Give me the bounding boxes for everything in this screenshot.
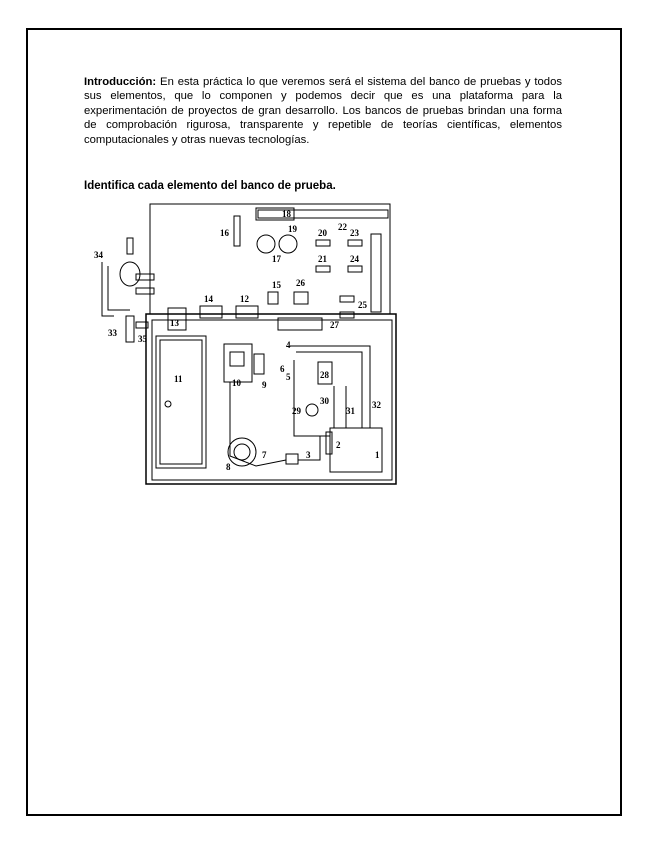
diagram-label-7: 7 <box>262 450 267 460</box>
diagram-label-16: 16 <box>220 228 229 238</box>
diagram-label-25: 25 <box>358 300 367 310</box>
diagram-label-35: 35 <box>138 334 147 344</box>
diagram-label-19: 19 <box>288 224 297 234</box>
diagram-label-9: 9 <box>262 380 267 390</box>
diagram-label-33: 33 <box>108 328 117 338</box>
diagram-label-4: 4 <box>286 340 291 350</box>
diagram-label-27: 27 <box>330 320 339 330</box>
diagram-label-10: 10 <box>232 378 241 388</box>
diagram-label-23: 23 <box>350 228 359 238</box>
section-heading: Identifica cada elemento del banco de prueba. <box>84 180 336 192</box>
diagram-label-2: 2 <box>336 440 341 450</box>
intro-lead: Introducción: <box>84 76 157 88</box>
diagram-label-17: 17 <box>272 254 281 264</box>
diagram-label-12: 12 <box>240 294 249 304</box>
diagram-label-32: 32 <box>372 400 381 410</box>
diagram-label-8: 8 <box>226 462 231 472</box>
diagram-label-26: 26 <box>296 278 305 288</box>
diagram-label-29: 29 <box>292 406 301 416</box>
intro-paragraph <box>84 75 562 147</box>
diagram-label-11: 11 <box>174 374 183 384</box>
diagram-label-3: 3 <box>306 450 311 460</box>
diagram-label-34: 34 <box>94 250 103 260</box>
diagram-label-30: 30 <box>320 396 329 406</box>
diagram-label-1: 1 <box>375 450 380 460</box>
diagram-label-6: 6 <box>280 364 285 374</box>
diagram-label-20: 20 <box>318 228 327 238</box>
diagram-label-22: 22 <box>338 222 347 232</box>
intro-text: En esta práctica lo que veremos será el sistema del banco de pruebas y todos sus elementos, que lo componen y podemos decir que es una plataforma para la experimentación de proyectos de gran desarrollo. Los bancos de pruebas brindan una forma de comprobación rigurosa, transparente y repetible de teorías científicas, elementos computacionales y otras nuevas tecnologías. <box>84 76 562 146</box>
diagram-label-31: 31 <box>346 406 355 416</box>
diagram-label-14: 14 <box>204 294 213 304</box>
diagram-label-5: 5 <box>286 372 291 382</box>
diagram-label-13: 13 <box>170 318 179 328</box>
diagram-label-15: 15 <box>272 280 281 290</box>
diagram-label-24: 24 <box>350 254 359 264</box>
diagram-label-18: 18 <box>282 209 291 219</box>
test-bench-diagram <box>90 196 400 486</box>
diagram-label-28: 28 <box>320 370 329 380</box>
diagram-label-21: 21 <box>318 254 327 264</box>
